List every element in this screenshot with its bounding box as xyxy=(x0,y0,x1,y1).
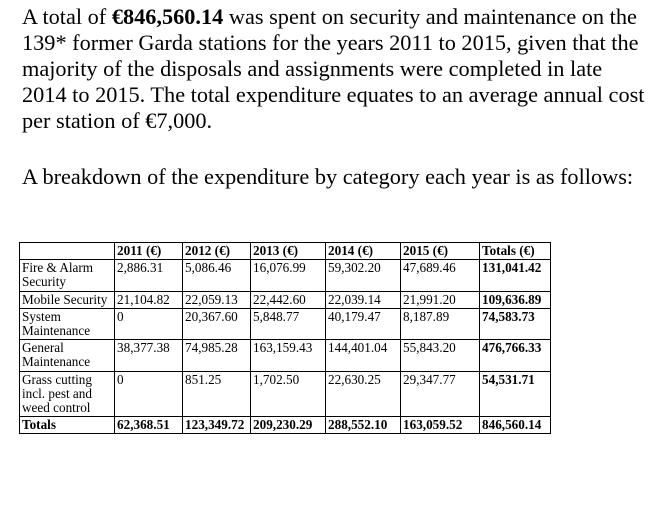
total-value-cell: 62,368.51 xyxy=(115,417,183,434)
grand-total-cell: 846,560.14 xyxy=(480,417,551,434)
value-cell: 40,179.47 xyxy=(326,308,401,339)
value-cell: 22,630.25 xyxy=(326,371,401,417)
breakdown-paragraph: A breakdown of the expenditure by category each year is as follows: xyxy=(22,164,634,189)
header-cell xyxy=(20,243,115,260)
total-value-cell: 288,552.10 xyxy=(326,417,401,434)
header-cell: 2012 (€) xyxy=(183,243,251,260)
category-cell: Fire & Alarm Security xyxy=(20,260,115,291)
intro-text-rest: was spent on security and maintenance on the 139* former Garda stations for the years 2011 to 2015, given that the majority of the disposals and assignments were completed in late 2014 to 2015. The total expenditure equates to an average annual cost per station of €7,000. xyxy=(22,4,645,133)
totals-row xyxy=(20,417,551,434)
total-value-cell: 163,059.52 xyxy=(401,417,480,434)
header-cell: 2011 (€) xyxy=(115,243,183,260)
header-cell: 2015 (€) xyxy=(401,243,480,260)
value-cell: 144,401.04 xyxy=(326,340,401,371)
expenditure-table xyxy=(19,242,551,434)
totals-label: Totals xyxy=(20,417,115,434)
category-cell: Grass cutting incl. pest and weed control xyxy=(20,371,115,417)
value-cell: 22,442.60 xyxy=(251,291,326,308)
table-row xyxy=(20,371,551,417)
value-cell: 5,086.46 xyxy=(183,260,251,291)
row-total-cell: 131,041.42 xyxy=(480,260,551,291)
value-cell: 22,059.13 xyxy=(183,291,251,308)
value-cell: 47,689.46 xyxy=(401,260,480,291)
value-cell: 5,848.77 xyxy=(251,308,326,339)
value-cell: 163,159.43 xyxy=(251,340,326,371)
value-cell: 0 xyxy=(115,371,183,417)
value-cell: 21,104.82 xyxy=(115,291,183,308)
category-cell: System Maintenance xyxy=(20,308,115,339)
value-cell: 55,843.20 xyxy=(401,340,480,371)
row-total-cell: 109,636.89 xyxy=(480,291,551,308)
value-cell: 851.25 xyxy=(183,371,251,417)
intro-total-amount: €846,560.14 xyxy=(111,4,224,29)
table-header-row xyxy=(20,243,551,260)
intro-paragraph xyxy=(22,4,648,134)
total-value-cell: 209,230.29 xyxy=(251,417,326,434)
total-value-cell: 123,349.72 xyxy=(183,417,251,434)
header-cell: 2014 (€) xyxy=(326,243,401,260)
value-cell: 38,377.38 xyxy=(115,340,183,371)
row-total-cell: 74,583.73 xyxy=(480,308,551,339)
category-cell: Mobile Security xyxy=(20,291,115,308)
table-row xyxy=(20,260,551,291)
value-cell: 0 xyxy=(115,308,183,339)
value-cell: 74,985.28 xyxy=(183,340,251,371)
table-row xyxy=(20,340,551,371)
header-cell: 2013 (€) xyxy=(251,243,326,260)
value-cell: 8,187.89 xyxy=(401,308,480,339)
row-total-cell: 476,766.33 xyxy=(480,340,551,371)
intro-text-start: A total of xyxy=(22,4,112,29)
value-cell: 22,039.14 xyxy=(326,291,401,308)
category-cell: General Maintenance xyxy=(20,340,115,371)
header-cell: Totals (€) xyxy=(480,243,551,260)
table-row xyxy=(20,308,551,339)
value-cell: 29,347.77 xyxy=(401,371,480,417)
value-cell: 1,702.50 xyxy=(251,371,326,417)
value-cell: 20,367.60 xyxy=(183,308,251,339)
value-cell: 21,991.20 xyxy=(401,291,480,308)
value-cell: 59,302.20 xyxy=(326,260,401,291)
value-cell: 16,076.99 xyxy=(251,260,326,291)
value-cell: 2,886.31 xyxy=(115,260,183,291)
table-row xyxy=(20,291,551,308)
row-total-cell: 54,531.71 xyxy=(480,371,551,417)
